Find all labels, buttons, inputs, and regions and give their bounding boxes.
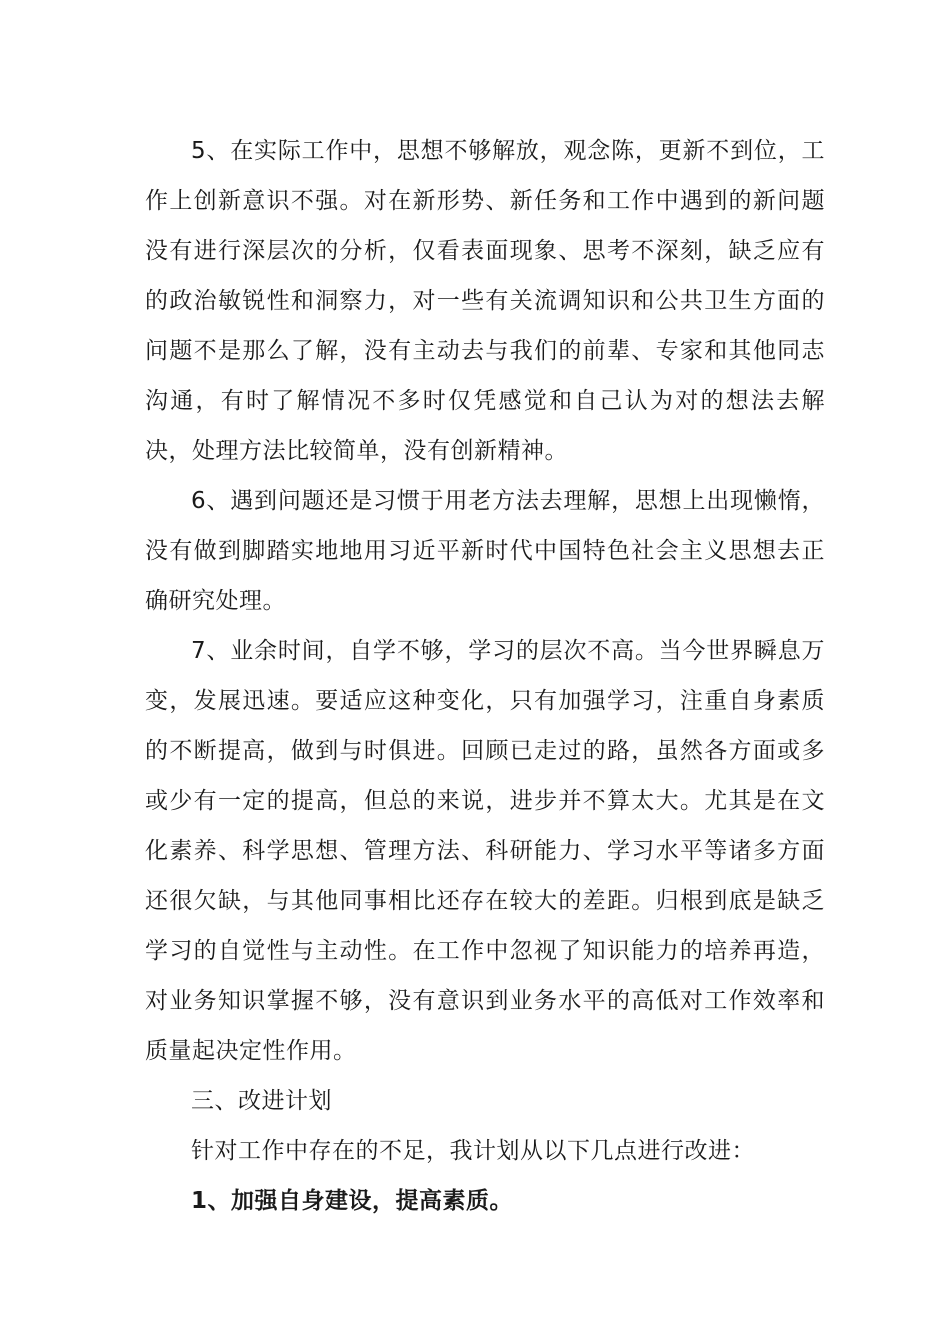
paragraph-point-7: 7、业余时间，自学不够，学习的层次不高。当今世界瞬息万变，发展迅速。要适应这种变化，只有加强学习，注重自身素质的不断提高，做到与时俱进。回顾已走过的路，虽然各方面或多或少有一定的提高，但总的来说，进步并不算太大。尤其是在文化素养、科学思想、管理方法、科研能力、学习水平等诸多方面还很欠缺，与其他同事相比还存在较大的差距。归根到底是缺乏学习的自觉性与主动性。在工作中忽视了知识能力的培养再造，对业务知识掌握不够，没有意识到业务水平的高低对工作效率和质量起决定性作用。: [145, 638, 825, 1064]
paragraph-improvement-intro: 针对工作中存在的不足，我计划从以下几点进行改进：: [191, 1138, 755, 1164]
document-body: [145, 126, 825, 1226]
paragraph-improvement-item-1: 1、加强自身建设，提高素质。: [191, 1188, 514, 1214]
paragraph-point-6: 6、遇到问题还是习惯于用老方法去理解，思想上出现懒惰，没有做到脚踏实地地用习近平新时代中国特色社会主义思想去正确研究处理。: [145, 488, 825, 614]
paragraph-point-5: 5、在实际工作中，思想不够解放，观念陈，更新不到位，工作上创新意识不强。对在新形势、新任务和工作中遇到的新问题没有进行深层次的分析，仅看表面现象、思考不深刻，缺乏应有的政治敏锐性和洞察力，对一些有关流调知识和公共卫生方面的问题不是那么了解，没有主动去与我们的前辈、专家和其他同志沟通，有时了解情况不多时仅凭感觉和自己认为对的想法去解决，处理方法比较简单，没有创新精神。: [145, 138, 825, 464]
section-heading-improvement-plan: 三、改进计划: [191, 1088, 332, 1114]
